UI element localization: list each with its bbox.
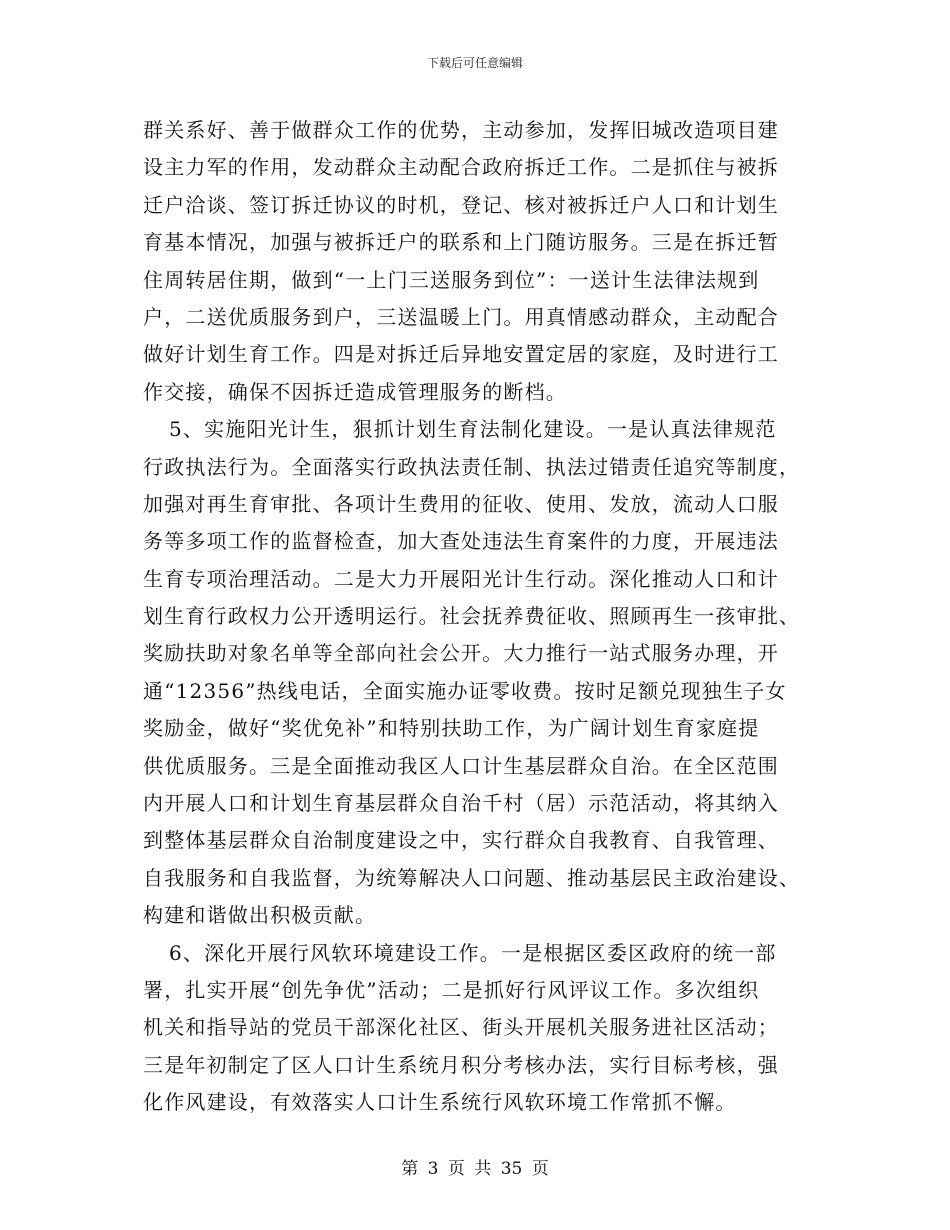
text-line: 群关系好、善于做群众工作的优势，主动参加，发挥旧城改造项目建: [143, 118, 779, 142]
text-line: 住周转居住期，做到“一上门三送服务到位”：一送计生法律法规到: [143, 267, 760, 292]
text-line: 构建和谐做出积极贡献。: [143, 903, 377, 928]
text-line: 署，扎实开展“创先争优”活动；二是抓好行风评议工作。多次组织: [143, 977, 760, 1002]
text-line: 到整体基层群众自治制度建设之中，实行群众自我教育、自我管理、: [143, 828, 779, 853]
text-line: 奖励金，做好“奖优免补”和特别扶助工作，为广阔计划生育家庭提: [143, 716, 760, 741]
text-line: 内开展人口和计划生育基层群众自治千村（居）示范活动，将其纳入: [143, 791, 779, 816]
text-line: 机关和指导站的党员干部深化社区、街头开展机关服务进社区活动；: [143, 1015, 779, 1040]
text-line: 行政执法行为。全面落实行政执法责任制、执法过错责任追究等制度，: [143, 454, 801, 479]
text-line: 育基本情况，加强与被拆迁户的联系和上门随访服务。三是在拆迁暂: [143, 230, 779, 255]
text-line: 三是年初制定了区人口计生系统月积分考核办法，实行目标考核，强: [143, 1052, 779, 1077]
text-line: 自我服务和自我监督，为统筹解决人口问题、推动基层民主政治建设、: [143, 865, 801, 890]
page-number-footer: 第 3 页 共 35 页: [401, 1159, 549, 1179]
text-line: 迁户洽谈、签订拆迁协议的时机，登记、核对被拆迁户人口和计划生: [143, 192, 779, 217]
text-line: 化作风建设，有效落实人口计生系统行风软环境工作常抓不懈。: [143, 1090, 737, 1115]
text-line: 奖励扶助对象名单等全部向社会公开。大力推行一站式服务办理，开: [143, 641, 779, 666]
text-line: 务等多项工作的监督检查，加大查处违法生育案件的力度，开展违法: [143, 529, 779, 554]
text-line: 做好计划生育工作。四是对拆迁后异地安置定居的家庭，及时进行工: [143, 342, 779, 367]
text-line: 生育专项治理活动。二是大力开展阳光计生行动。深化推动人口和计: [143, 566, 779, 591]
text-line: 户，二送优质服务到户，三送温暖上门。用真情感动群众，主动配合: [143, 304, 779, 329]
text-line: 加强对再生育审批、各项计生费用的征收、使用、发放，流动人口服: [143, 491, 779, 516]
document-body: [143, 112, 807, 1122]
paragraph-6-first-line: 6、深化开展行风软环境建设工作。一是根据区委区政府的统一部: [169, 940, 777, 965]
text-line: 通“12356”热线电话，全面实施办证零收费。按时足额兑现独生子女: [143, 678, 787, 703]
text-line: 供优质服务。三是全面推动我区人口计生基层群众自治。在全区范围: [143, 753, 779, 778]
text-line: 设主力军的作用，发动群众主动配合政府拆迁工作。二是抓住与被拆: [143, 155, 779, 180]
header-note: 下载后可任意编辑: [426, 56, 523, 70]
paragraph-5-first-line: 5、实施阳光计生，狠抓计划生育法制化建设。一是认真法律规范: [169, 417, 777, 442]
text-line: 作交接，确保不因拆迁造成管理服务的断档。: [143, 379, 567, 404]
text-line: 划生育行政权力公开透明运行。社会抚养费征收、照顾再生一孩审批、: [143, 604, 801, 629]
